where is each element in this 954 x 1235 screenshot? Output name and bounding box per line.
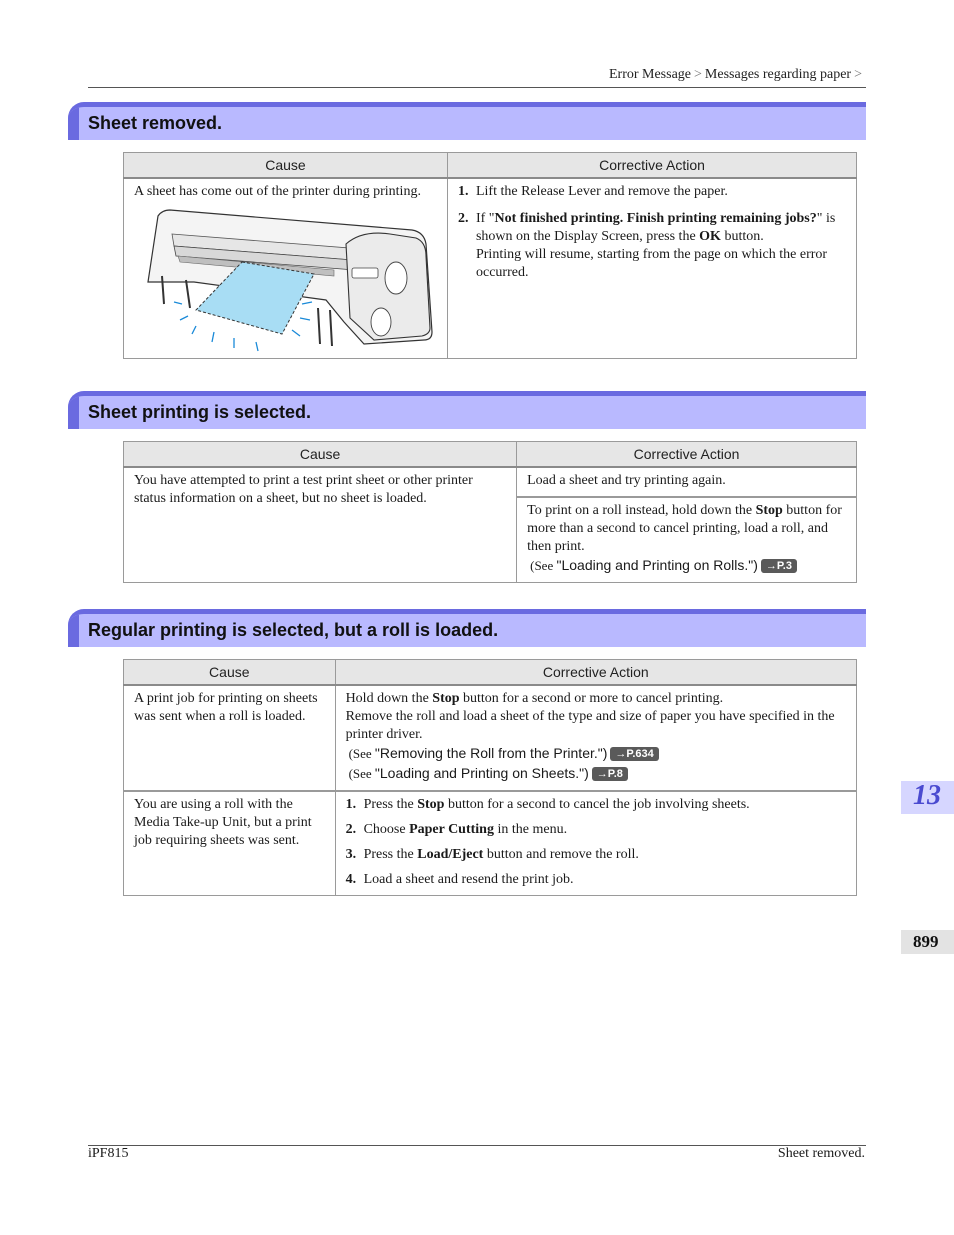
steps-list <box>458 183 847 282</box>
list-item: 2. Choose Paper Cutting in the menu. <box>345 821 568 837</box>
column-header-corrective-action: Corrective Action <box>335 660 856 685</box>
page-reference-badge[interactable]: →P.634 <box>610 747 658 761</box>
list-item: 3. Press the Load/Eject button and remove the roll. <box>345 846 639 862</box>
page-number: 899 <box>901 930 954 954</box>
corrective-action-cell: Hold down the Stop button for a second or more to cancel printing. Remove the roll and load a sheet of the type and size of paper you have specified in the printer driver. (See "Removing the Roll from the Printer.") →P.634 (See "Loading and Printing on Sheets.") →P.8 <box>335 685 856 791</box>
reference-link[interactable]: "Loading and Printing on Sheets.") <box>374 764 589 781</box>
table-regular-printing-roll-loaded <box>123 659 857 896</box>
cause-cell <box>124 178 448 359</box>
list-item: 2. If "Not finished printing. Finish printing remaining jobs?" is shown on the Display Screen, press the OK button. Printing will resume, starting from the page on which the error occurred. <box>457 210 836 280</box>
see-reference: (See "Loading and Printing on Rolls.") →P.3 <box>530 558 797 573</box>
breadcrumb-separator: > <box>854 67 862 82</box>
reference-link[interactable]: "Loading and Printing on Rolls.") <box>556 556 758 573</box>
corrective-action-cell <box>335 791 856 896</box>
corrective-action-cell <box>447 178 856 359</box>
cause-cell: You have attempted to print a test print sheet or other printer status information on a sheet, but no sheet is loaded. <box>124 467 517 583</box>
header-rule <box>88 87 866 88</box>
breadcrumb-separator: > <box>694 67 702 82</box>
section-tab <box>68 107 79 140</box>
section-title: Regular printing is selected, but a roll is loaded. <box>88 620 499 640</box>
footer-section: Sheet removed. <box>777 1146 865 1161</box>
page-reference-badge[interactable]: →P.8 <box>592 767 628 781</box>
list-item: 4. Load a sheet and resend the print job. <box>345 871 574 887</box>
list-item: 1. Lift the Release Lever and remove the paper. <box>457 183 728 199</box>
reference-link[interactable]: "Removing the Roll from the Printer.") <box>374 744 608 761</box>
steps-list <box>346 796 847 889</box>
section-title: Sheet removed. <box>88 113 223 133</box>
table-sheet-printing-selected <box>123 441 857 583</box>
breadcrumb-item-error-message[interactable]: Error Message <box>608 67 692 82</box>
column-header-corrective-action: Corrective Action <box>517 442 857 467</box>
cause-cell: A print job for printing on sheets was sent when a roll is loaded. <box>124 685 336 791</box>
footer-model: iPF815 <box>88 1146 129 1161</box>
section-heading-sheet-removed <box>68 102 866 140</box>
column-header-cause: Cause <box>124 153 448 178</box>
section-heading-regular-printing-roll-loaded <box>68 609 866 647</box>
column-header-cause: Cause <box>124 660 336 685</box>
cause-cell: You are using a roll with the Media Take-up Unit, but a print job requiring sheets was sent. <box>124 791 336 896</box>
section-heading-sheet-printing-selected <box>68 391 866 429</box>
cause-text: A sheet has come out of the printer during printing. <box>134 183 421 199</box>
chapter-tab[interactable]: 13 <box>901 781 954 814</box>
breadcrumb <box>609 67 865 83</box>
footer-rule <box>88 1145 866 1146</box>
see-reference: (See "Removing the Roll from the Printer.") →P.634 <box>349 746 659 761</box>
table-sheet-removed <box>123 152 857 359</box>
list-item: 1. Press the Stop button for a second to cancel the job involving sheets. <box>345 796 750 812</box>
column-header-cause: Cause <box>124 442 517 467</box>
section-tab <box>68 614 79 647</box>
printer-illustration <box>134 204 434 352</box>
corrective-action-cell: To print on a roll instead, hold down the Stop button for more than a second to cancel printing, load a roll, and then print. (See "Loading and Printing on Rolls.") →P.3 <box>517 497 857 583</box>
section-tab <box>68 396 79 429</box>
column-header-corrective-action: Corrective Action <box>447 153 856 178</box>
section-title: Sheet printing is selected. <box>88 402 312 422</box>
breadcrumb-item-messages-paper[interactable]: Messages regarding paper <box>704 67 852 82</box>
see-reference: (See "Loading and Printing on Sheets.") →P.8 <box>349 766 628 781</box>
page-reference-badge[interactable]: →P.3 <box>761 559 797 573</box>
corrective-action-cell: Load a sheet and try printing again. <box>517 467 857 497</box>
